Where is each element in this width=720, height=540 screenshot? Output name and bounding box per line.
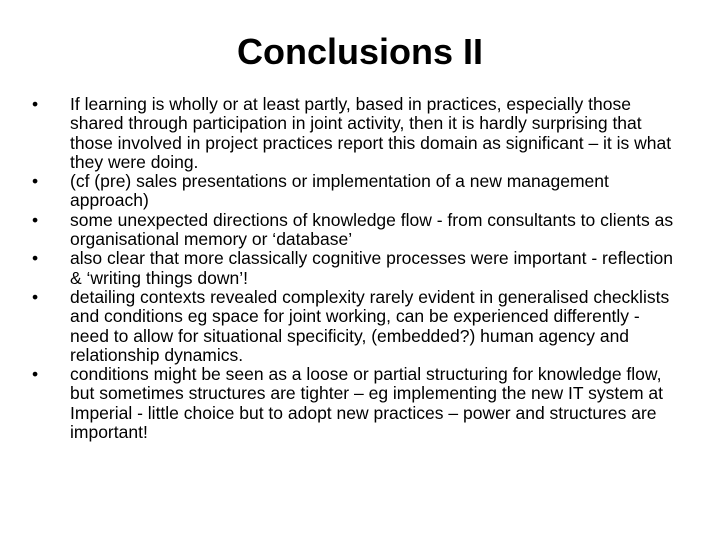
- bullet-text: If learning is wholly or at least partly, based in practices, especially those shared through participation in joint activity, then it is hardly surprising that those involved in project practices report this domain as significant – it is what they were doing.: [70, 94, 672, 172]
- bullet-list: [30, 95, 680, 442]
- bullet-item: [30, 95, 680, 172]
- bullet-icon: •: [32, 209, 39, 230]
- slide-title: Conclusions II: [236, 31, 484, 72]
- bullet-icon: •: [32, 286, 39, 307]
- bullet-item: [30, 288, 680, 365]
- bullet-text: some unexpected directions of knowledge flow - from consultants to clients as organisational memory or ‘database’: [70, 209, 674, 250]
- bullet-text: also clear that more classically cognitive processes were important - reflection & ‘writing things down’!: [70, 248, 674, 288]
- bullet-item: [30, 211, 680, 250]
- bullet-icon: •: [32, 248, 39, 269]
- bullet-icon: •: [32, 364, 39, 385]
- bullet-icon: •: [32, 171, 39, 192]
- bullet-text: (cf (pre) sales presentations or implementation of a new management approach): [70, 171, 609, 211]
- bullet-item: [30, 172, 680, 211]
- bullet-icon: •: [32, 94, 39, 114]
- bullet-text: conditions might be seen as a loose or partial structuring for knowledge flow, but sometimes structures are tighter – eg implementing the new IT system at Imperial - little choice but to adopt new practices – power and structures are important!: [70, 364, 663, 443]
- bullet-text: detailing contexts revealed complexity rarely evident in generalised checklists and conditions eg space for joint working, can be experienced differently - need to allow for situational specificity, (embedded?) human agency and relationship dynamics.: [70, 286, 670, 365]
- bullet-item: [30, 365, 680, 442]
- bullet-item: [30, 249, 680, 288]
